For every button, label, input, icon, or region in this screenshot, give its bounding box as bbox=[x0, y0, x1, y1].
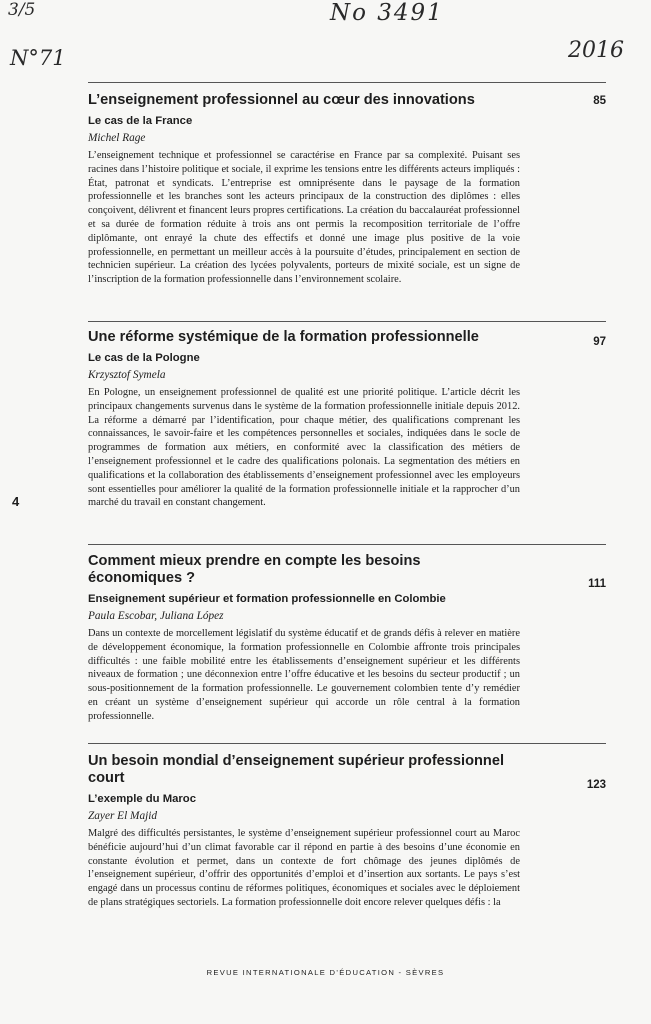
article-page-number[interactable]: 97 bbox=[593, 336, 606, 348]
page-number: 4 bbox=[12, 494, 20, 509]
article-title[interactable]: Un besoin mondial d’enseignement supérieur professionnel court bbox=[88, 753, 504, 786]
article-page-number[interactable]: 123 bbox=[586, 779, 606, 791]
article-page-number[interactable]: 85 bbox=[593, 95, 606, 107]
article-divider bbox=[88, 544, 606, 545]
article-page-number[interactable]: 111 bbox=[588, 578, 606, 590]
article-title[interactable]: Comment mieux prendre en compte les besoins économiques ? bbox=[88, 553, 421, 586]
article-entry bbox=[88, 329, 520, 510]
handwritten-annotation-issue-number: N°71 bbox=[10, 46, 66, 70]
article-entry bbox=[88, 92, 520, 287]
article-author: Zayer El Majid bbox=[88, 810, 158, 822]
article-author: Michel Rage bbox=[88, 132, 146, 144]
article-abstract: Malgré des difficultés persistantes, le système d’enseignement supérieur professionnel court au Maroc bénéficie aujourd’hui d’un climat favorable car il répond en partie à des besoins d’une économie en constante évolution et permet, dans un contexte de fort chômage des jeunes diplômés de l’enseignement supérieur, d’offrir des opportunités d’emploi et d’insertion aux sortants. Le pays s’est engagé dans un processus continu de réformes politiques, économiques et sociales avec le déploiement de plans stratégiques sectoriels. La formation professionnelle doit encore relever quelques défis : la bbox=[88, 828, 520, 908]
article-abstract: L’enseignement technique et professionnel se caractérise en France par sa complexité. Puisant ses racines dans l’histoire politique et sociale, il exprime les tensions entre les différents acteurs impliqués : État, patronat et syndicats. L’entreprise est omniprésente dans le paysage de la formation professionnelle et les branches sont les acteurs principaux de la construction des diplômes : elles conçoivent, délivrent et financent leurs propres certifications. La création du baccalauréat professionnel et sa durée de formation réduite à trois ans ont permis la recomposition territoriale de l’offre diplômante, ont enrayé la chute des effectifs et donné une image plus positive de la voie professionnelle, en permettant un meilleur accès à la poursuite d’études, principalement en section de technicien supérieur. La création des lycées polyvalents, porteurs de mixité sociale, est un signe de l’inscription de la formation professionnelle dans l’environnement scolaire. bbox=[88, 150, 520, 286]
article-subtitle: Enseignement supérieur et formation professionnelle en Colombie bbox=[88, 593, 446, 605]
handwritten-annotation-year: 2016 bbox=[568, 38, 624, 63]
article-entry bbox=[88, 553, 520, 724]
journal-footer: REVUE INTERNATIONALE D’ÉDUCATION - SÈVRES bbox=[206, 968, 445, 977]
article-divider bbox=[88, 321, 606, 322]
article-subtitle: Le cas de la Pologne bbox=[88, 352, 200, 364]
article-subtitle: L’exemple du Maroc bbox=[88, 793, 196, 805]
handwritten-annotation-top-left: 3/5 bbox=[8, 0, 36, 20]
article-author: Paula Escobar, Juliana López bbox=[88, 610, 224, 622]
article-title[interactable]: L’enseignement professionnel au cœur des innovations bbox=[88, 92, 475, 108]
article-author: Krzysztof Symela bbox=[88, 369, 166, 381]
handwritten-annotation-top-center: No 3491 bbox=[330, 0, 444, 26]
article-entry bbox=[88, 753, 520, 910]
article-divider bbox=[88, 82, 606, 83]
article-abstract: Dans un contexte de morcellement législatif du système éducatif et de grands défis à relever en matière de développement économique, la formation professionnelle en Colombie affronte trois principales difficultés : une faible mobilité entre les établissements d’enseignement supérieur et les différents niveaux de formation ; une déconnexion entre l’offre éducative et les besoins du secteur productif ; un sous-positionnement de la formation professionnelle. Le gouvernement colombien tente d’y remédier en créant un système d’enseignement supérieur qui accorde un rôle central à la formation professionnelle. bbox=[88, 628, 520, 722]
article-divider bbox=[88, 743, 606, 744]
article-subtitle: Le cas de la France bbox=[88, 115, 193, 127]
article-title[interactable]: Une réforme systémique de la formation professionnelle bbox=[88, 329, 479, 345]
article-abstract: En Pologne, un enseignement professionnel de qualité est une priorité politique. L’article décrit les principaux changements survenus dans le système de la formation professionnelle initiale depuis 2012. La réforme a démarré par l’identification, pour chaque métier, des qualifications comprenant les connaissances, le savoir-faire et les compétences personnelles et sociales, indiquées dans le socle de programmes de formation aux métiers, en conformité avec la classification des métiers de l’enseignement professionnel et le cadre des qualifications polonais. La segmentation des métiers en qualifications et la collaboration des établissements d’enseignement professionnel avec les employeurs sont essentielles pour améliorer la qualité de la formation professionnelle initiale et la rapprocher d’un marché du travail en constant changement. bbox=[88, 387, 520, 509]
